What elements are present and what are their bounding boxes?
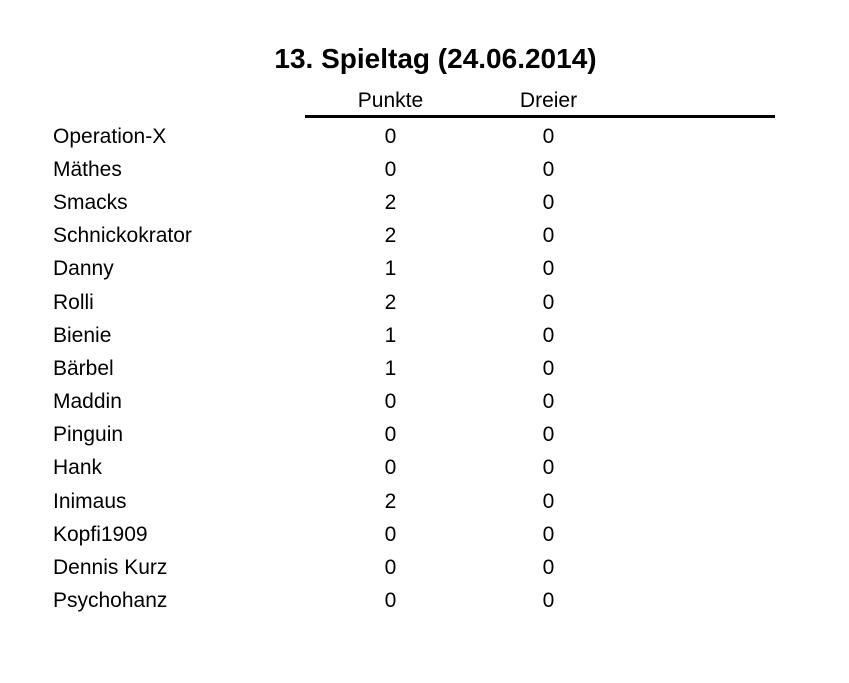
table-row (0, 186, 849, 219)
dreier-value: 0 (542, 589, 555, 613)
dreier-value: 0 (542, 489, 555, 513)
player-name: Smacks (53, 190, 128, 214)
punkte-value: 2 (384, 290, 397, 314)
punkte-value: 0 (384, 390, 397, 414)
player-name: Psychohanz (53, 589, 168, 613)
player-name: Mäthes (53, 157, 122, 181)
player-name: Bärbel (53, 356, 114, 380)
punkte-value: 1 (384, 356, 397, 380)
table-row (0, 386, 849, 419)
column-header-punkte: Punkte (357, 89, 424, 112)
player-name: Rolli (53, 290, 94, 314)
table-header-row (0, 89, 849, 115)
punkte-value: 1 (384, 323, 397, 347)
punkte-value: 0 (384, 157, 397, 181)
punkte-value: 0 (384, 456, 397, 480)
table-row (0, 319, 849, 352)
dreier-value: 0 (542, 522, 555, 546)
player-name: Kopfi1909 (53, 522, 148, 546)
dreier-value: 0 (542, 257, 555, 281)
table-row (0, 585, 849, 618)
punkte-value: 0 (384, 589, 397, 613)
punkte-value: 1 (384, 257, 397, 281)
punkte-value: 0 (384, 124, 397, 148)
table-row (0, 352, 849, 385)
player-name: Maddin (53, 390, 122, 414)
table-row (0, 286, 849, 319)
table-row (0, 452, 849, 485)
dreier-value: 0 (542, 390, 555, 414)
column-header-dreier: Dreier (519, 89, 578, 112)
dreier-value: 0 (542, 556, 555, 580)
player-name: Hank (53, 456, 103, 480)
table-row (0, 518, 849, 551)
dreier-value: 0 (542, 423, 555, 447)
table-row (0, 220, 849, 253)
table-row (0, 120, 849, 153)
dreier-value: 0 (542, 157, 555, 181)
punkte-value: 2 (384, 224, 397, 248)
punkte-value: 2 (384, 190, 397, 214)
player-name: Operation-X (53, 124, 167, 148)
player-name: Bienie (53, 323, 112, 347)
dreier-value: 0 (542, 323, 555, 347)
dreier-value: 0 (542, 124, 555, 148)
table-row (0, 551, 849, 584)
player-name: Danny (53, 257, 114, 281)
table-row (0, 485, 849, 518)
dreier-value: 0 (542, 356, 555, 380)
dreier-value: 0 (542, 190, 555, 214)
punkte-value: 2 (384, 489, 397, 513)
player-name: Inimaus (53, 489, 127, 513)
header-divider-line (305, 115, 775, 118)
dreier-value: 0 (542, 290, 555, 314)
punkte-value: 0 (384, 556, 397, 580)
table-body (0, 120, 849, 618)
punkte-value: 0 (384, 423, 397, 447)
player-name: Schnickokrator (53, 224, 192, 248)
table-row (0, 153, 849, 186)
table-row (0, 419, 849, 452)
table-row (0, 253, 849, 286)
player-name: Pinguin (53, 423, 124, 447)
dreier-value: 0 (542, 224, 555, 248)
player-name: Dennis Kurz (53, 556, 168, 580)
punkte-value: 0 (384, 522, 397, 546)
dreier-value: 0 (542, 456, 555, 480)
page-title: 13. Spieltag (24.06.2014) (274, 43, 597, 74)
